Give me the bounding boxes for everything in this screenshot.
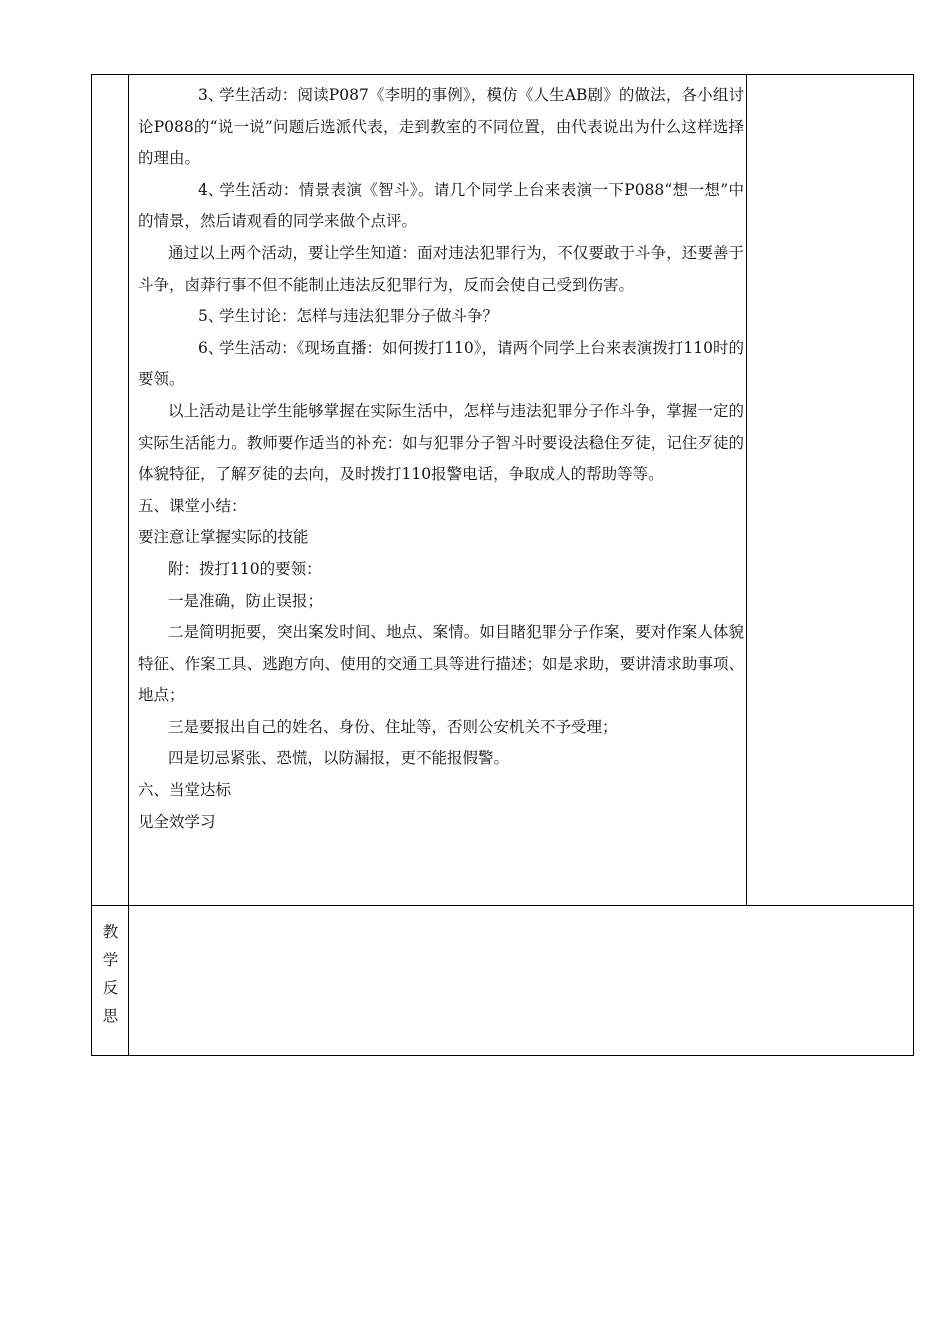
section-6-line: 见全效学习 [138,812,216,831]
activity-3-number: 3、 [198,86,224,104]
section-5-heading: 五、课堂小结： [138,496,247,515]
table-col-divider [128,74,129,1056]
activity-3 [138,80,744,175]
activity-5 [138,301,744,333]
table-row-divider [91,905,914,906]
reflection-char-3: 反 [102,979,119,997]
activity-4-text: 学生活动：情景表演《智斗》。请几个同学上台来表演一下P088“想一想”中的情景，然后请观看的同学来做个点评。 [138,180,744,231]
appendix-heading: 附：拨打110的要领： [168,559,322,578]
table-border-right [913,74,914,1056]
table-border-left [91,74,92,1056]
table-border-bottom [91,1055,914,1056]
appendix-point-4: 四是切忌紧张、恐慌，以防漏报，更不能报假警。 [168,749,510,768]
activity-4 [138,175,744,238]
lesson-content [138,80,744,838]
table-border-top [91,74,914,75]
activity-6 [138,333,744,396]
appendix-point-3: 三是要报出自己的姓名、身份、住址等，否则公安机关不予受理； [168,717,618,736]
activity-4-number: 4、 [198,180,224,199]
activity-5-number: 5、 [198,307,224,326]
activity-6-number: 6、 [198,338,224,357]
section-6-heading: 六、当堂达标 [138,781,232,800]
section-5-line: 要注意让掌握实际的技能 [138,528,309,547]
activity-5-text: 学生讨论：怎样与违法犯罪分子做斗争？ [219,307,499,326]
activity-6-text: 学生活动：《现场直播：如何拨打110》，请两个同学上台来表演拨打110时的要领。 [138,338,744,389]
teaching-reflection-label [92,918,129,1030]
activities-paragraph: 通过以上两个活动，要让学生知道：面对违法犯罪行为，不仅要敢于斗争，还要善于斗争，卤莽行事不但不能制止违法反犯罪行为，反而会使自己受到伤害。 [138,243,744,294]
appendix-point-1: 一是准确，防止误报； [168,591,324,610]
reflection-char-1: 教 [102,923,119,941]
reflection-char-2: 学 [102,951,119,969]
reflection-char-4: 思 [102,1007,119,1025]
appendix-point-2: 二是简明扼要，突出案发时间、地点、案情。如目睹犯罪分子作案，要对作案人体貌特征、作案工具、逃跑方向、使用的交通工具等进行描述；如是求助，要讲清求助事项、地点； [138,623,744,705]
activity-3-text: 学生活动：阅读P087《李明的事例》，模仿《人生AB剧》的做法，各小组讨论P088的“说一说”问题后选派代表，走到教室的不同位置，由代表说出为什么这样选择的理由。 [138,86,744,168]
summary-paragraph: 以上活动是让学生能够掌握在实际生活中，怎样与违法犯罪分子作斗争，掌握一定的实际生活能力。教师要作适当的补充：如与犯罪分子智斗时要设法稳住歹徒，记住歹徒的体貌特征，了解歹徒的去向，及时拨打110报警电话，争取成人的帮助等等。 [138,401,744,484]
table-notes-divider [746,74,747,905]
